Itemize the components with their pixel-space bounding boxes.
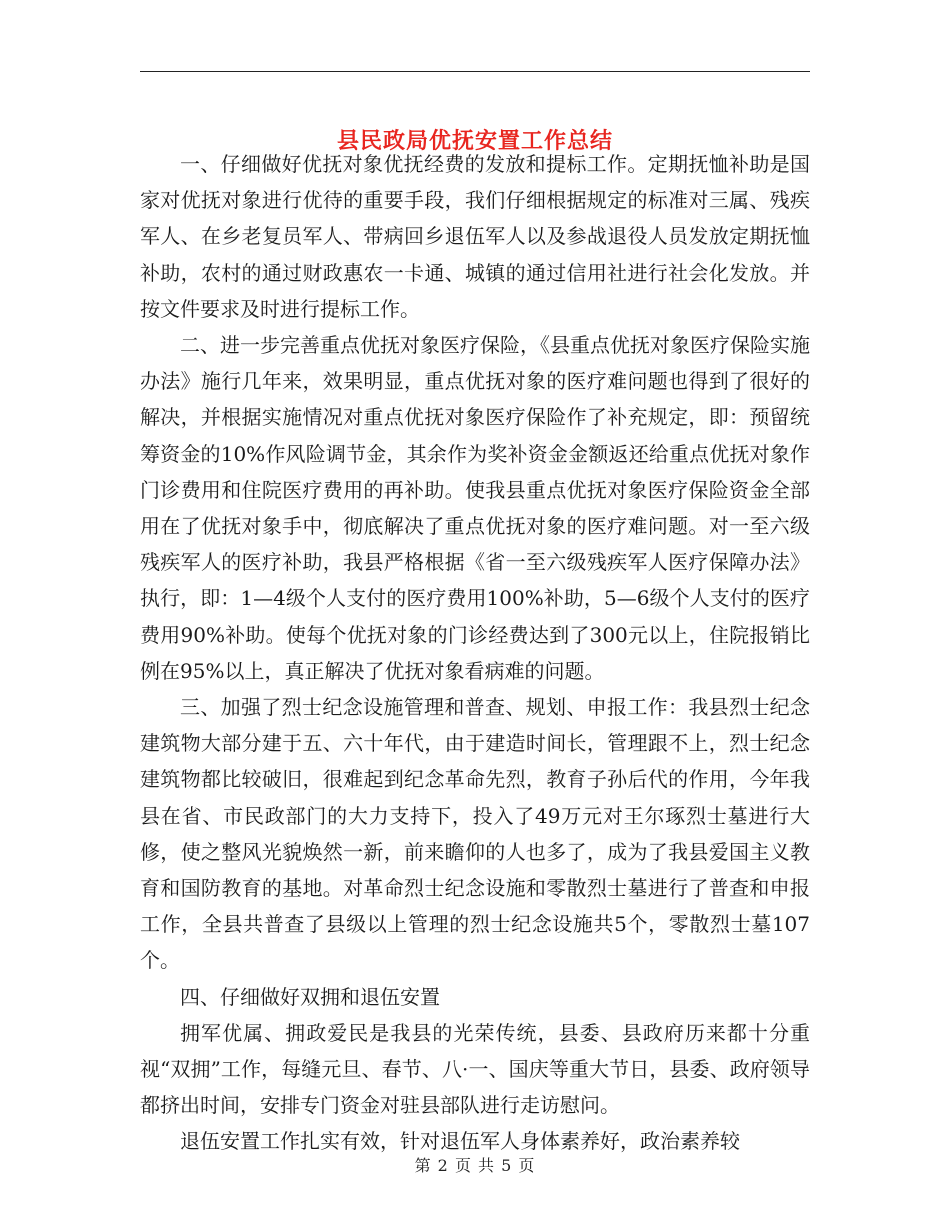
- paragraph-1: 一、仔细做好优抚对象优抚经费的发放和提标工作。定期抚恤补助是国家对优抚对象进行优待的重要手段，我们仔细根据规定的标准对三属、残疾军人、在乡老复员军人、带病回乡退伍军人以及参战退役人员发放定期抚恤补助，农村的通过财政惠农一卡通、城镇的通过信用社进行社会化发放。并按文件要求及时进行提标工作。: [140, 152, 810, 321]
- document-body: [140, 146, 810, 1160]
- section-heading-4: 四、仔细做好双拥和退伍安置: [180, 984, 440, 1009]
- document-title: 县民政局优抚安置工作总结: [336, 127, 613, 154]
- paragraph-3: 三、加强了烈士纪念设施管理和普查、规划、申报工作：我县烈士纪念建筑物大部分建于五、六十年代，由于建造时间长，管理跟不上，烈士纪念建筑物都比较破旧，很难起到纪念革命先烈，教育子孙后代的作用，今年我县在省、市民政部门的大力支持下，投入了49万元对王尔琢烈士墓进行大修，使之整风光貌焕然一新，前来瞻仰的人也多了，成为了我县爱国主义教育和国防教育的基地。对革命烈士纪念设施和零散烈士墓进行了普查和申报工作，全县共普查了县级以上管理的烈士纪念设施共5个，零散烈士墓107个。: [140, 695, 810, 973]
- page-number: 第 2 页 共 5 页: [414, 1156, 536, 1175]
- paragraph-2: 二、进一步完善重点优抚对象医疗保险，《县重点优抚对象医疗保险实施办法》施行几年来，效果明显，重点优抚对象的医疗难问题也得到了很好的解决，并根据实施情况对重点优抚对象医疗保险作了补充规定，即：预留统筹资金的10%作风险调节金，其余作为奖补资金金额返还给重点优抚对象作门诊费用和住院医疗费用的再补助。使我县重点优抚对象医疗保险资金全部用在了优抚对象手中，彻底解决了重点优抚对象的医疗难问题。对一至六级残疾军人的医疗补助，我县严格根据《省一至六级残疾军人医疗保障办法》执行，即：1—4级个人支付的医疗费用100%补助，5—6级个人支付的医疗费用90%补助。使每个优抚对象的门诊经费达到了300元以上，住院报销比例在95%以上，真正解决了优抚对象看病难的问题。: [140, 333, 810, 683]
- paragraph-6: 退伍安置工作扎实有效，针对退伍军人身体素养好，政治素养较: [180, 1129, 740, 1154]
- header-rule: [140, 71, 810, 72]
- paragraph-5: 拥军优属、拥政爱民是我县的光荣传统，县委、县政府历来都十分重视“双拥”工作，每缝元旦、春节、八·一、国庆等重大节日，县委、政府领导都挤出时间，安排专门资金对驻县部队进行走访慰问。: [140, 1020, 810, 1118]
